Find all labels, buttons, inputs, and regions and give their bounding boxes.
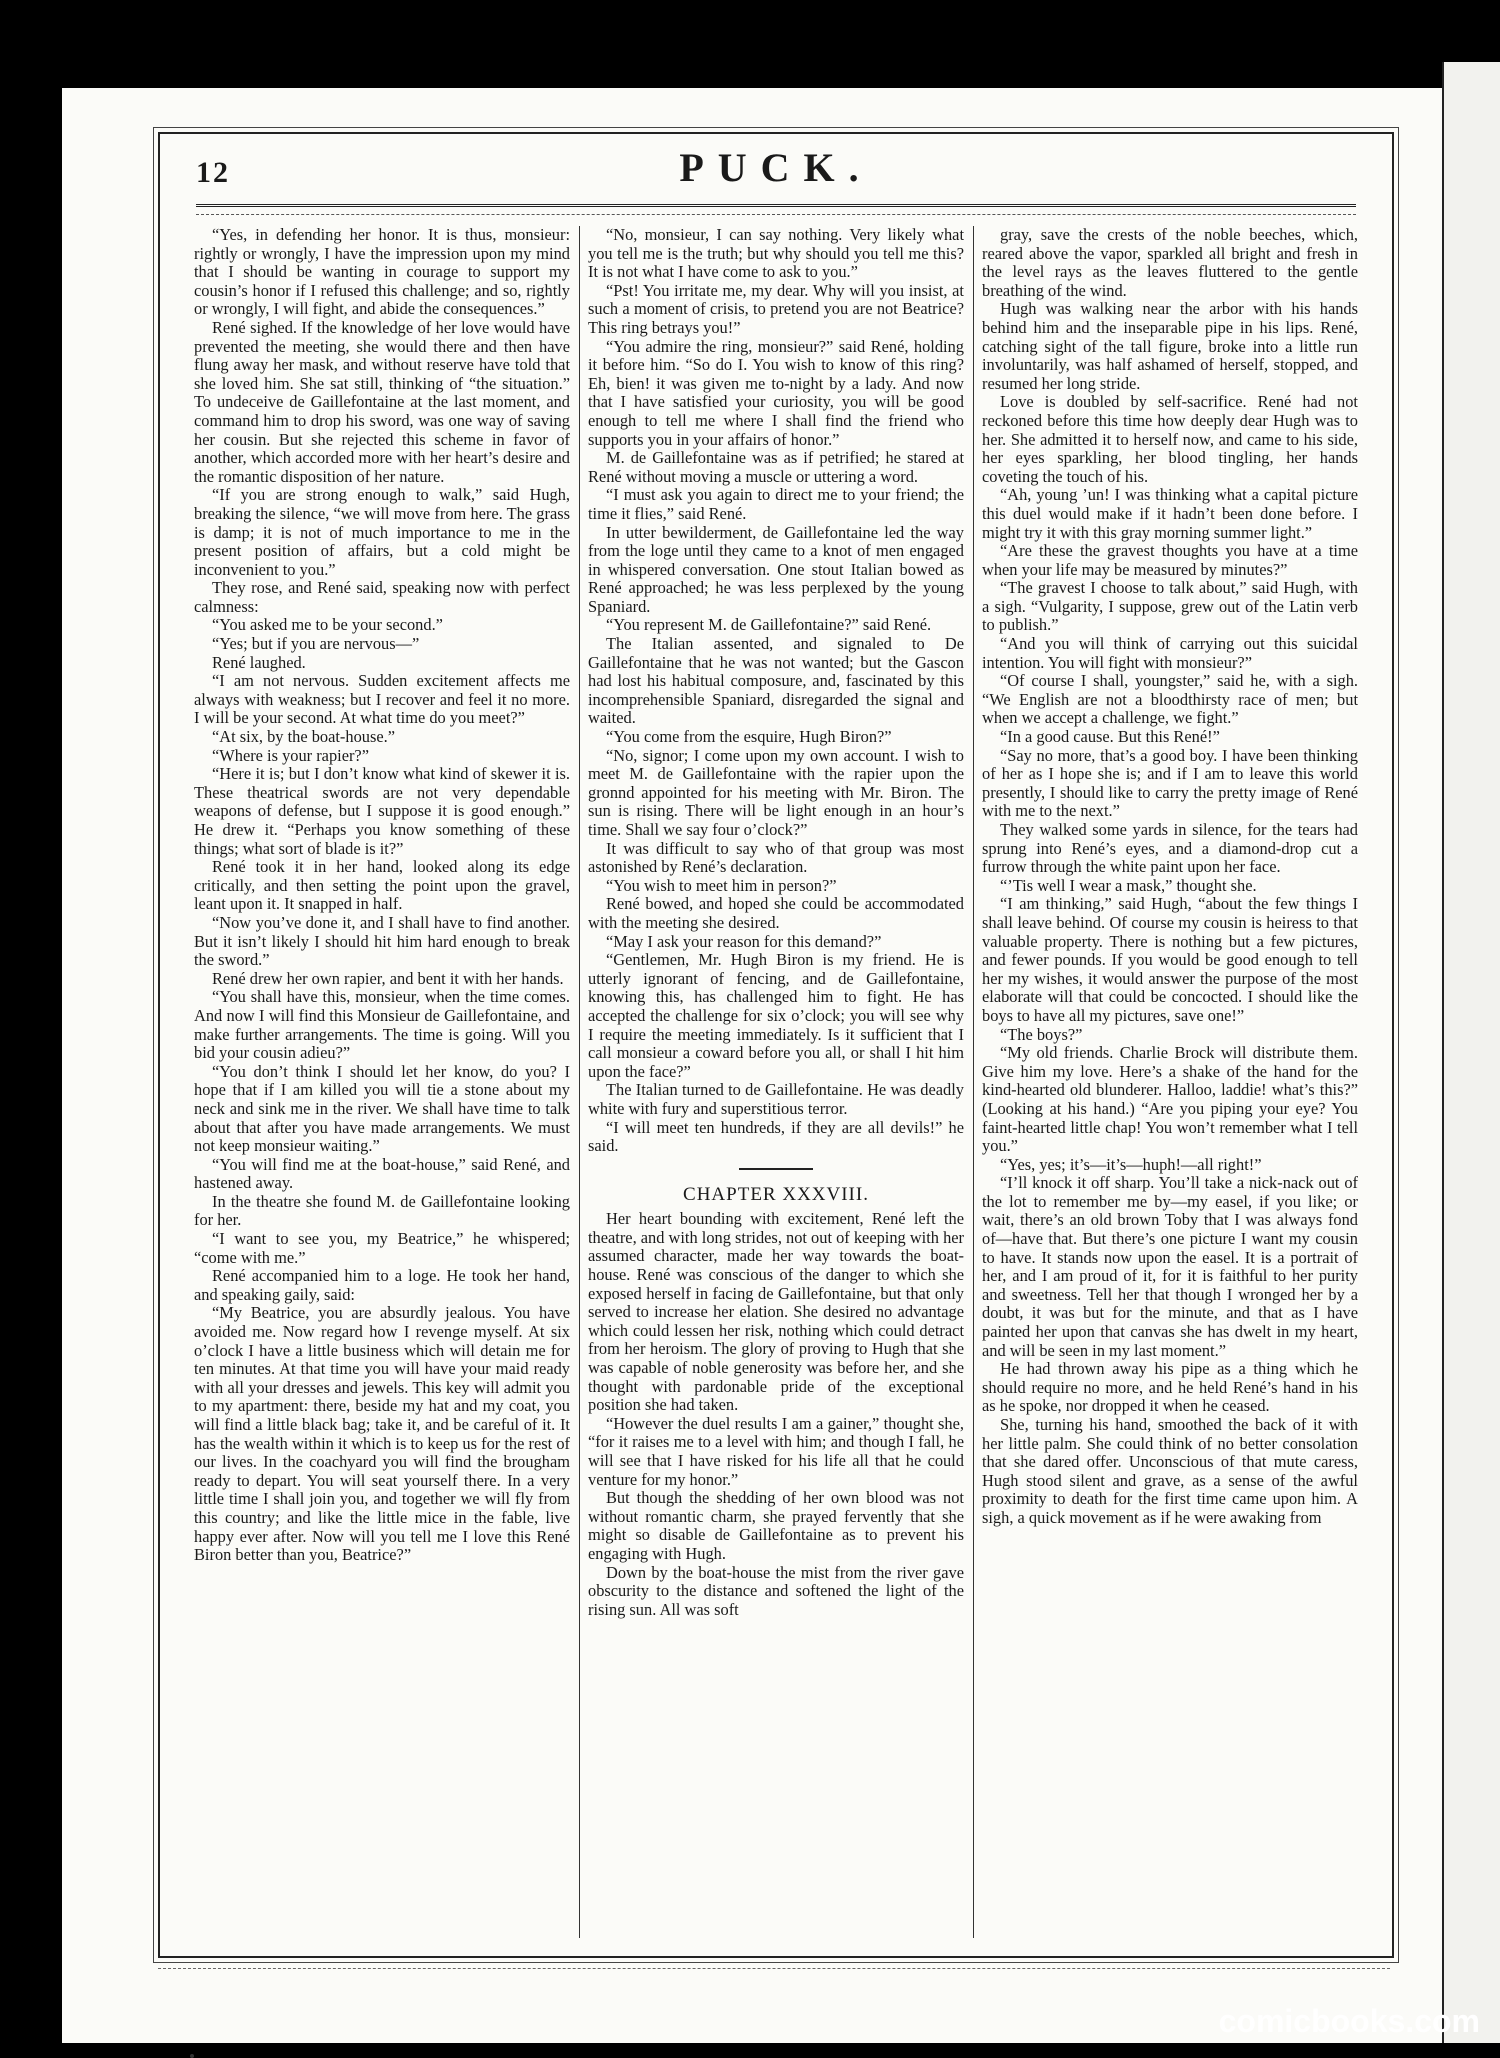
- paragraph: “Where is your rapier?”: [212, 745, 369, 765]
- column-divider: [579, 226, 580, 1938]
- paragraph: “You will find me at the boat-house,” said René, and hastened away.: [194, 1154, 570, 1193]
- paragraph: “Here it is; but I don’t know what kind of skewer it is. These theatrical swords are not very dependable weapons of defense, but I suppose it is good enough.” He drew it. “Perhaps you know something of these things; what sort of blade is it?”: [194, 764, 570, 858]
- paragraph: It was difficult to say who of that group was most astonished by René’s declaration.: [588, 838, 964, 877]
- header-rule-dashed: [196, 214, 1356, 215]
- paragraph: “May I ask your reason for this demand?”: [606, 931, 882, 951]
- paragraph: “You don’t think I should let her know, do you? I hope that if I am killed you will tie a stone about my neck and sink me in the river. We shall have time to talk about that after you have made arrangements. We must not keep monsieur waiting.”: [194, 1061, 570, 1156]
- next-page-edge: [1442, 62, 1500, 2043]
- paragraph: “Yes; but if you are nervous—”: [212, 634, 420, 654]
- paragraph: “Say no more, that’s a good boy. I have been thinking of her as I hope she is; and if I am to leave this world presently, I should like to carry the pretty image of René with me to the next.”: [982, 745, 1358, 821]
- paragraph: The Italian turned to de Gaillefontaine. He was deadly white with fury and superstitious terror.: [588, 1080, 964, 1118]
- paragraph: They walked some yards in silence, for the tears had sprung into René’s eyes, and a diamond-drop cut a furrow through the white paint upon her face.: [982, 820, 1358, 877]
- paragraph: Hugh was walking near the arbor with his hands behind him and the inseparable pipe in his lips. René, catching sight of the tall figure, broke into a little run involuntarily, was half ashamed of herself, stopped, and resumed her long stride.: [982, 299, 1358, 393]
- paragraph: She, turning his hand, smoothed the back of it with her little palm. She could think of no better consolation that she dared offer. Unconscious of that mute caress, Hugh stood silent and grave, as a sense of the awful proximity to death for the first time came upon him. A sigh, a quick movement as if he were awaking from: [982, 1415, 1358, 1527]
- paragraph: Down by the boat-house the mist from the river gave obscurity to the distance and softened the light of the rising sun. All was soft: [588, 1562, 964, 1619]
- paragraph: “I am not nervous. Sudden excitement affects me always with weakness; but I recover and feel it no more. I will be your second. At what time do you meet?”: [194, 671, 570, 728]
- ink-dot: [190, 2054, 194, 2058]
- paragraph: “Pst! You irritate me, my dear. Why will you insist, at such a moment of crisis, to pretend you are not Beatrice? This ring betrays you!”: [588, 280, 964, 337]
- paragraph: They rose, and René said, speaking now with perfect calmness:: [194, 578, 570, 616]
- paragraph: René took it in her hand, looked along its edge critically, and then setting the point upon the gravel, leant upon it. It snapped in half.: [194, 857, 570, 914]
- paragraph: “No, monsieur, I can say nothing. Very likely what you tell me is the truth; but why should you tell me this? It is not what I have come to ask to you.”: [588, 226, 964, 282]
- paragraph: “In a good cause. But this René!”: [1000, 727, 1220, 747]
- paragraph: “Yes, in defending her honor. It is thus, monsieur: rightly or wrongly, I have the impression upon my mind that I should be wanting in courage to support my cousin’s honor if I refused this challenge; and so, rightly or wrongly, I will fight, and abide the consequences.”: [194, 226, 570, 319]
- column-1: [194, 226, 570, 1936]
- paragraph: “The boys?”: [1000, 1024, 1083, 1044]
- paragraph: “I’ll knock it off sharp. You’ll take a nick-nack out of the lot to remember me by—my easel, if you like; or wait, there’s an old brown Toby that I was always fond of—have that. But there’s one picture I want my cousin to have. It stands now upon the easel. It is a portrait of her, and I am proud of it, for it is faithful to her purity and sweetness. Tell her that though I wronged her by a doubt, it was but for the minute, and that as I have painted her upon that canvas she has dwelt in my heart, and will be seen in my last moment.”: [982, 1173, 1358, 1360]
- chapter-rule: [739, 1168, 813, 1170]
- masthead: PUCK.: [679, 145, 873, 190]
- paragraph: He had thrown away his pipe as a thing which he should require no more, and he held René’s hand in his as he spoke, nor dropped it when he ceased.: [982, 1359, 1358, 1416]
- column-divider: [973, 226, 974, 1938]
- paragraph: René laughed.: [212, 652, 306, 672]
- paragraph: “Of course I shall, youngster,” said he, with a sigh. “We English are not a bloodthirsty race of men; but when we accept a challenge, we fight.”: [982, 671, 1358, 728]
- paragraph: “You asked me to be your second.”: [212, 615, 443, 635]
- paragraph: “You come from the esquire, Hugh Biron?”: [606, 727, 892, 747]
- column-2: [588, 226, 964, 1936]
- paragraph: “You wish to meet him in person?”: [606, 875, 837, 895]
- paragraph: René bowed, and hoped she could be accommodated with the meeting she desired.: [588, 894, 964, 932]
- watermark: comicbooks.com: [1218, 2003, 1480, 2039]
- paragraph: “No, signor; I come upon my own account. I wish to meet M. de Gaillefontaine with the rapier upon the gronnd appointed for his meeting with Mr. Biron. The sun is rising. There will be light enough in an hour’s time. Shall we say four o’clock?”: [588, 745, 964, 839]
- paragraph: “Gentlemen, Mr. Hugh Biron is my friend. He is utterly ignorant of fencing, and de Gaillefontaine, knowing this, has challenged him to fight. He has accepted the challenge for six o’clock; you will see why I require the meeting immediately. Is it sufficient that I call monsieur a coward before you all, or shall I hit him upon the face?”: [588, 950, 964, 1081]
- page-frame: [158, 132, 1394, 1958]
- paragraph: “Are these the gravest thoughts you have at a time when your life may be measured by minutes?”: [982, 541, 1358, 579]
- paragraph: “I must ask you again to direct me to your friend; the time it flies,” said René.: [588, 485, 964, 523]
- chapter-heading: CHAPTER XXXVIII.: [683, 1183, 869, 1205]
- paragraph: René drew her own rapier, and bent it with her hands.: [212, 968, 564, 988]
- paragraph: In utter bewilderment, de Gaillefontaine led the way from the loge until they came to a knot of men engaged in whispered conversation. One stout Italian bowed as René approached; he was less perplexed by the young Spaniard.: [588, 522, 964, 616]
- paragraph: “My old friends. Charlie Brock will distribute them. Give him my love. Here’s a shake of the hand for the kind-hearted old blunderer. Halloo, laddie! what’s this?” (Looking at his hand.) “Are you piping your eye? You faint-hearted little chap! You won’t remember what I tell you.”: [982, 1043, 1358, 1156]
- paragraph: “You represent M. de Gaillefontaine?” said René.: [606, 615, 932, 635]
- paragraph: Her heart bounding with excitement, René left the theatre, and with long strides, not out of keeping with her assumed character, made her way towards the boat-house. René was conscious of the danger to which she exposed herself in facing de Gaillefontaine, but that only served to increase her elation. She desired no advantage which could lessen her risk, nothing which could detract from her heroism. The glory of proving to Hugh that she was capable of noble generosity was before her, and she thought with pardonable pride of the exceptional position she had taken.: [588, 1209, 964, 1415]
- paragraph: “Ah, young ’un! I was thinking what a capital picture this duel would make if it hadn’t been done before. I might try it with this gray morning summer light.”: [982, 485, 1358, 542]
- column-3: [982, 226, 1358, 1936]
- paragraph: M. de Gaillefontaine was as if petrified; he stared at René without moving a muscle or uttering a word.: [588, 448, 964, 486]
- paragraph: René accompanied him to a loge. He took her hand, and speaking gaily, said:: [194, 1266, 570, 1304]
- page-number: 12: [196, 156, 230, 189]
- paragraph: “I want to see you, my Beatrice,” he whispered; “come with me.”: [194, 1229, 570, 1267]
- paragraph: “If you are strong enough to walk,” said Hugh, breaking the silence, “we will move from here. The grass is damp; it is not of much importance to me in the present position of affairs, but a cold might be inconvenient to you.”: [194, 485, 570, 579]
- paragraph: But though the shedding of her own blood was not without romantic charm, she prayed fervently that she might so disable de Gaillefontaine as to prevent his engaging with Hugh.: [588, 1488, 964, 1563]
- paragraph: “Yes, yes; it’s—it’s—huph!—all right!”: [1000, 1154, 1262, 1174]
- paragraph: The Italian assented, and signaled to De Gaillefontaine that he was not wanted; but the Gascon had lost his habitual composure, and, fascinated by this incomprehensible Spaniard, disregarded the signal and waited.: [588, 634, 964, 728]
- paragraph: “At six, by the boat-house.”: [212, 727, 395, 747]
- paragraph: “I am thinking,” said Hugh, “about the few things I shall leave behind. Of course my cousin is heiress to that valuable property. There is nothing but a few pictures, and fewer pounds. If you would be good enough to tell her my wishes, it would answer the purpose of the most elaborate will that could be concocted. I should like the boys to have all my pictures, save one!”: [982, 894, 1358, 1025]
- paragraph: gray, save the crests of the noble beeches, which, reared above the vapor, sparkled all bright and fresh in the level rays as the leaves fluttered to the gentle breathing of the wind.: [982, 226, 1358, 300]
- paragraph: “You shall have this, monsieur, when the time comes. And now I will find this Monsieur de Gaillefontaine, and make further arrangements. The time is going. Will you bid your cousin adieu?”: [194, 987, 570, 1063]
- paragraph: “Now you’ve done it, and I shall have to find another. But it isn’t likely I should hit him hard enough to break the sword.”: [194, 912, 570, 970]
- paragraph: “The gravest I choose to talk about,” said Hugh, with a sigh. “Vulgarity, I suppose, grew out of the Latin verb to publish.”: [982, 578, 1358, 635]
- paragraph: “’Tis well I wear a mask,” thought she.: [1000, 875, 1257, 895]
- paragraph: René sighed. If the knowledge of her love would have prevented the meeting, she would there and then have flung away her mask, and without reserve have told that she loved him. She sat still, thinking of “the situation.” To undeceive de Gaillefontaine at the last moment, and command him to drop his sword, was one way of saving her cousin. But she rejected this scheme in favor of another, which accorded more with her heart’s desire and the romantic disposition of her nature.: [194, 317, 570, 486]
- paragraph: “My Beatrice, you are absurdly jealous. You have avoided me. Now regard how I revenge myself. At six o’clock I have a little business which will detain me for ten minutes. At that time you will have your maid ready with all your dresses and jewels. This key will admit you to my apartment: there, beside my hat and my coat, you will find a little black bag; take it, and be careful of it. It has the wealth within it which is to keep us for the rest of our lives. In the coachyard you will find the brougham ready to depart. You will seat yourself there. In a very little time I shall join you, and together we will fly from this country; and like the little mice in the fable, live happy ever after. Now will you tell me I love this René Biron better than you, Beatrice?”: [194, 1303, 570, 1565]
- paragraph: In the theatre she found M. de Gaillefontaine looking for her.: [194, 1191, 570, 1230]
- paragraph: Love is doubled by self-sacrifice. René had not reckoned before this time how deeply dear Hugh was to her. She admitted it to herself now, and came to his side, her eyes sparkling, her blood tingling, her hands coveting the touch of his.: [982, 392, 1358, 486]
- paragraph: “However the duel results I am a gainer,” thought she, “for it raises me to a level with him; and though I fall, he will see that I have risked for his life all that he could venture for my honor.”: [588, 1413, 964, 1489]
- header-rule: [196, 204, 1356, 207]
- paragraph: “You admire the ring, monsieur?” said René, holding it before him. “So do I. You wish to know of this ring? Eh, bien! it was given me to-night by a lady. And now that I have satisfied your curiosity, you will be good enough to tell me where I shall find the friend who supports you in your affairs of honor.”: [588, 336, 964, 449]
- paragraph: “And you will think of carrying out this suicidal intention. You will fight with monsieur?”: [982, 634, 1358, 672]
- footer-rule: [158, 1968, 1390, 1969]
- paragraph: “I will meet ten hundreds, if they are all devils!” he said.: [588, 1117, 964, 1156]
